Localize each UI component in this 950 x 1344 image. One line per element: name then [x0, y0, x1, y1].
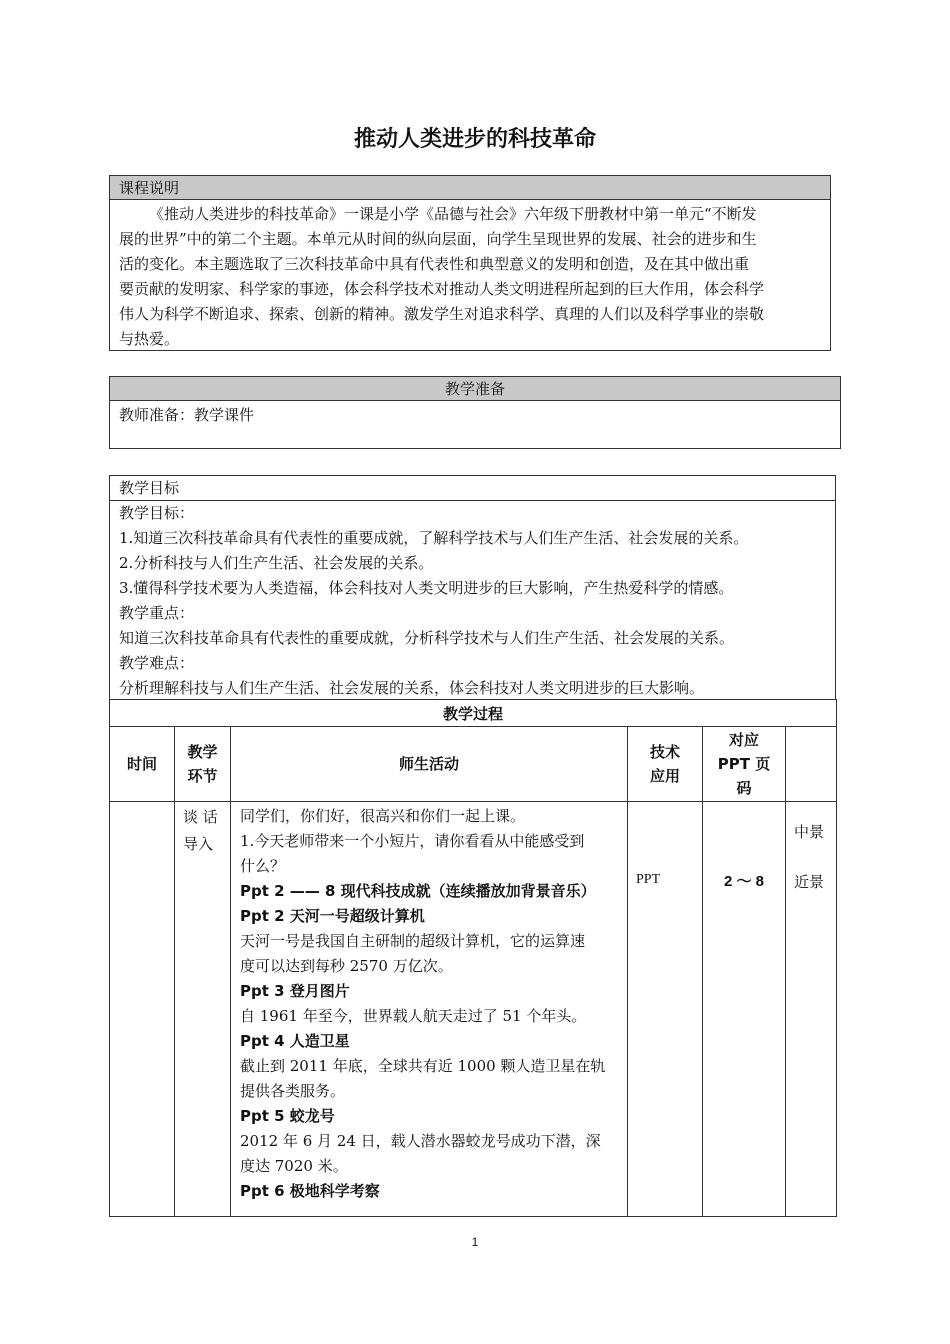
col-shot — [786, 727, 837, 802]
teaching-prep-box — [109, 376, 841, 449]
row-activity — [231, 802, 628, 1217]
activity-line: 度可以达到每秒 2570 万亿次。 — [240, 957, 453, 975]
activity-line: 同学们，你们好，很高兴和你们一起上课。 — [240, 807, 526, 825]
col-stage — [175, 727, 231, 802]
row-stage-line: 谈 话 — [183, 808, 218, 826]
row-stage — [175, 802, 231, 1217]
course-line: 《推动人类进步的科技革命》一课是小学《品德与社会》六年级下册教材中第一单元“不断发 — [149, 205, 757, 223]
activity-line: 1.今天老师带来一个小短片，请你看看从中能感受到 — [240, 832, 585, 850]
teaching-goals-body — [110, 476, 835, 701]
course-description-box — [109, 175, 831, 351]
row-ppt — [703, 802, 786, 1217]
col-time: 时间 — [110, 727, 175, 802]
row-ppt-value: 2 ～ 8 — [723, 873, 765, 890]
col-stage-line: 教学 — [187, 743, 218, 761]
activity-line: 度达 7020 米。 — [240, 1157, 348, 1175]
col-ppt-line: PPT 页 — [717, 755, 771, 773]
row-time — [110, 802, 175, 1217]
row-shot — [786, 802, 837, 1217]
col-ppt-line: 码 — [736, 779, 752, 797]
teaching-process-table — [109, 699, 837, 1217]
activity-line: 天河一号是我国自主研制的超级计算机，它的运算速 — [240, 932, 586, 950]
course-line: 要贡献的发明家、科学家的事迹，体会科学技术对推动人类文明进程所起到的巨大作用，体会科学 — [119, 280, 765, 298]
activity-line: 2012 年 6 月 24 日，载人潜水器蛟龙号成功下潜，深 — [240, 1132, 601, 1150]
activity-heading: Ppt 5 蛟龙号 — [240, 1107, 335, 1125]
col-activity: 师生活动 — [231, 727, 628, 802]
col-tech-line: 技术 — [649, 743, 680, 761]
activity-heading: Ppt 2 —— 8 现代科技成就（连续播放加背景音乐） — [240, 882, 596, 900]
page-number: 1 — [471, 1235, 479, 1249]
course-line: 展的世界”中的第二个主题。本单元从时间的纵向层面，向学生呈现世界的发展、社会的进步和生 — [119, 230, 757, 248]
teaching-prep-header: 教学准备 — [110, 377, 840, 401]
activity-heading: Ppt 2 天河一号超级计算机 — [240, 907, 425, 925]
activity-line: 自 1961 年至今，世界载人航天走过了 51 个年头。 — [240, 1007, 587, 1025]
course-description-header: 课程说明 — [110, 176, 830, 200]
goals-line: 2.分析科技与人们生产生活、社会发展的关系。 — [119, 554, 434, 572]
teaching-prep-text: 教师准备：教学课件 — [119, 406, 255, 424]
activity-heading: Ppt 6 极地科学考察 — [240, 1182, 380, 1200]
process-header: 教学过程 — [110, 700, 837, 727]
teaching-goals-box — [109, 475, 836, 700]
goals-line: 教学重点： — [119, 604, 195, 622]
activity-heading: Ppt 4 人造卫星 — [240, 1032, 350, 1050]
activity-line: 截止到 2011 年底，全球共有近 1000 颗人造卫星在轨 — [240, 1057, 606, 1075]
course-line: 伟人为科学不断追求、探索、创新的精神。激发学生对追求科学、真理的人们以及科学事业的崇敬 — [119, 305, 765, 323]
row-tech-value: PPT — [636, 872, 661, 887]
row-stage-line: 导入 — [183, 835, 214, 853]
col-ppt-line: 对应 — [728, 731, 759, 749]
col-ppt — [703, 727, 786, 802]
goals-line: 分析理解科技与人们生产生活、社会发展的关系，体会科技对人类文明进步的巨大影响。 — [119, 679, 705, 697]
col-stage-line: 环节 — [187, 767, 218, 785]
col-tech — [628, 727, 703, 802]
row-shot-line: 近景 — [794, 873, 825, 891]
col-tech-line: 应用 — [649, 767, 680, 785]
goals-header: 教学目标 — [119, 479, 180, 497]
activity-line: 什么？ — [240, 857, 286, 875]
course-line: 与热爱。 — [119, 330, 180, 348]
activity-line: 提供各类服务。 — [240, 1082, 346, 1100]
goals-line: 教学目标： — [119, 504, 195, 522]
activity-lines — [231, 802, 627, 1204]
row-shot-line: 中景 — [794, 823, 825, 841]
activity-heading: Ppt 3 登月图片 — [240, 982, 350, 1000]
goals-line: 教学难点： — [119, 654, 195, 672]
row-tech — [628, 802, 703, 1217]
page-title: 推动人类进步的科技革命 — [353, 127, 596, 152]
goals-line: 3.懂得科学技术要为人类造福，体会科技对人类文明进步的巨大影响，产生热爱科学的情感。 — [119, 579, 734, 597]
goals-line: 知道三次科技革命具有代表性的重要成就，分析科学技术与人们生产生活、社会发展的关系。 — [119, 629, 735, 647]
course-description-body — [110, 200, 830, 352]
course-line: 活的变化。本主题选取了三次科技革命中具有代表性和典型意义的发明和创造，及在其中做出重 — [119, 255, 750, 273]
goals-divider — [110, 500, 835, 501]
goals-line: 1.知道三次科技革命具有代表性的重要成就，了解科学技术与人们生产生活、社会发展的关系。 — [119, 529, 749, 547]
